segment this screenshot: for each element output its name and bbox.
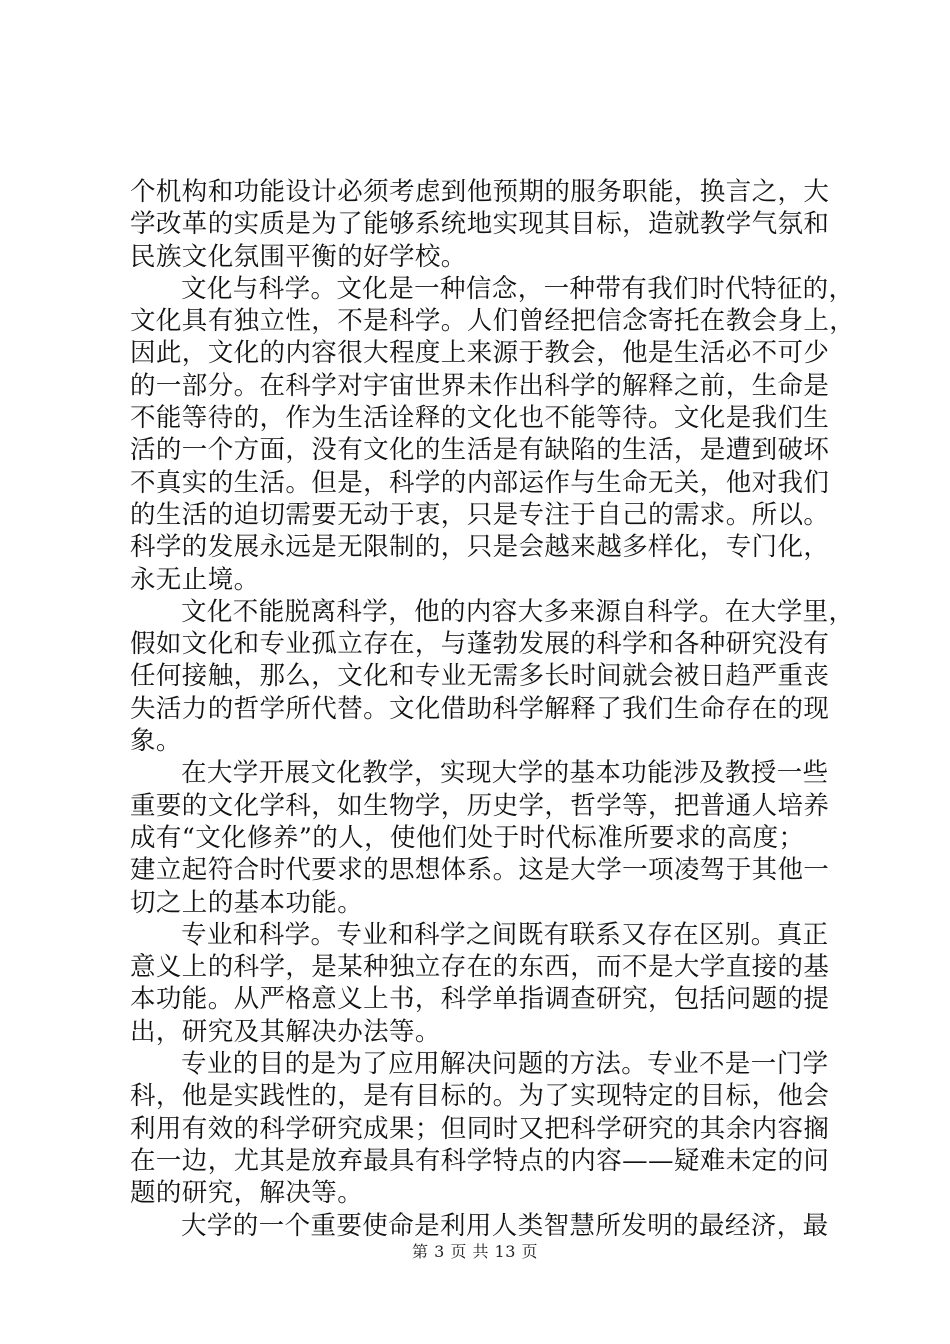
- text-line: 失活力的哲学所代替。文化借助科学解释了我们生命存在的现: [130, 693, 830, 724]
- text-line: 大学的一个重要使命是利用人类智慧所发明的最经济，最: [181, 1210, 829, 1241]
- text-line: 科，他是实践性的，是有目标的。为了实现特定的目标，他会: [130, 1081, 830, 1112]
- text-line: 成有“文化修养”的人，使他们处于时代标准所要求的高度；: [130, 822, 805, 853]
- text-line: 科学的发展永远是无限制的，只是会越来越多样化，专门化，: [130, 532, 830, 563]
- text-line: 不真实的生活。但是，科学的内部运作与生命无关，他对我们: [130, 467, 830, 498]
- text-line: 假如文化和专业孤立存在，与蓬勃发展的科学和各种研究没有: [130, 629, 830, 660]
- body-text: [130, 176, 856, 1242]
- text-line: 的一部分。在科学对宇宙世界未作出科学的解释之前，生命是: [130, 370, 830, 401]
- text-line: 意义上的科学，是某种独立存在的东西，而不是大学直接的基: [130, 952, 830, 983]
- page-footer: 第 3 页 共 13 页: [412, 1242, 538, 1261]
- text-line: 个机构和功能设计必须考虑到他预期的服务职能，换言之，大: [130, 177, 830, 207]
- text-line: 文化不能脱离科学，他的内容大多来源自科学。在大学里，: [181, 596, 855, 627]
- text-line: 文化具有独立性，不是科学。人们曾经把信念寄托在教会身上，: [130, 306, 856, 337]
- text-line: 学改革的实质是为了能够系统地实现其目标，造就教学气氛和: [130, 209, 830, 240]
- text-line: 文化与科学。文化是一种信念，一种带有我们时代特征的，: [181, 273, 855, 304]
- text-line: 利用有效的科学研究成果；但同时又把科学研究的其余内容搁: [130, 1113, 830, 1144]
- text-line: 建立起符合时代要求的思想体系。这是大学一项凌驾于其他一: [130, 855, 830, 886]
- text-line: 在大学开展文化教学，实现大学的基本功能涉及教授一些: [181, 758, 829, 789]
- text-line: 不能等待的，作为生活诠释的文化也不能等待。文化是我们生: [130, 403, 830, 434]
- text-line: 民族文化氛围平衡的好学校。: [130, 241, 467, 272]
- text-line: 本功能。从严格意义上书，科学单指调查研究，包括问题的提: [130, 984, 830, 1015]
- text-line: 永无止境。: [130, 564, 260, 595]
- text-line: 题的研究，解决等。: [130, 1178, 364, 1209]
- text-line: 的生活的迫切需要无动于衷，只是专注于自己的需求。所以。: [130, 499, 830, 530]
- text-line: 活的一个方面，没有文化的生活是有缺陷的生活，是遭到破坏: [130, 435, 830, 466]
- text-line: 象。: [130, 726, 182, 757]
- text-line: 出，研究及其解决办法等。: [130, 1016, 441, 1047]
- text-line: 因此，文化的内容很大程度上来源于教会，他是生活必不可少: [130, 338, 830, 369]
- text-line: 专业和科学。专业和科学之间既有联系又存在区别。真正: [181, 919, 829, 950]
- text-line: 切之上的基本功能。: [130, 887, 364, 918]
- text-line: 专业的目的是为了应用解决问题的方法。专业不是一门学: [181, 1049, 829, 1080]
- text-line: 重要的文化学科，如生物学，历史学，哲学等，把普通人培养: [130, 790, 830, 821]
- text-line: 在一边，尤其是放弃最具有科学特点的内容——疑难未定的问: [130, 1145, 830, 1176]
- text-line: 任何接触，那么，文化和专业无需多长时间就会被日趋严重丧: [130, 661, 830, 692]
